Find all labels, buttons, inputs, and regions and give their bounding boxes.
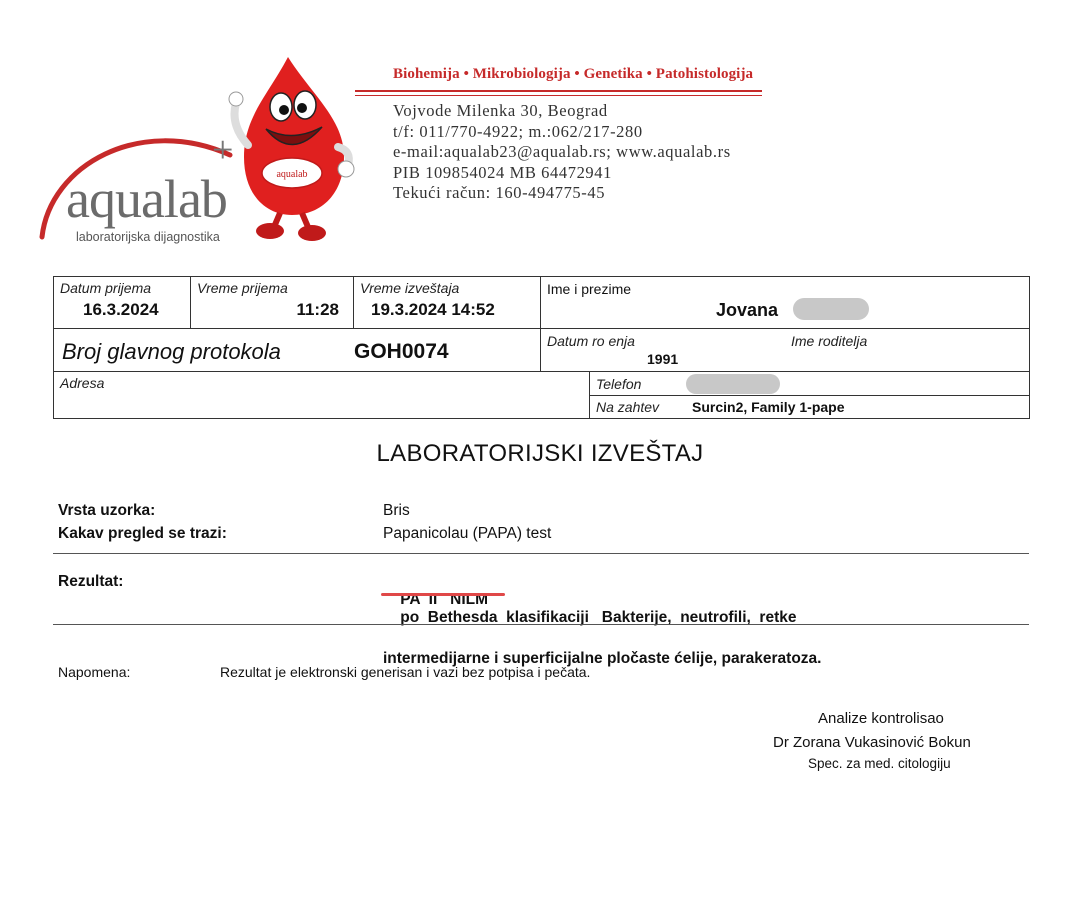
signature-line1: Analize kontrolisao <box>818 710 944 727</box>
value-na-zahtev: Surcin2, Family 1-pape <box>692 399 845 415</box>
divider-top <box>53 553 1029 554</box>
label-vreme-prijema: Vreme prijema <box>197 280 288 296</box>
rezultat-line1: po Bethesda klasifikaciji Bakterije, neutrofili, retke <box>400 609 797 626</box>
value-pregled: Papanicolau (PAPA) test <box>383 525 552 542</box>
label-vrsta-uzorka: Vrsta uzorka: <box>58 502 156 519</box>
signature-name: Dr Zorana Vukasinović Bokun <box>773 734 971 751</box>
label-datum-rodjenja: Datum ro enja <box>547 333 635 349</box>
redacted-surname <box>793 298 869 320</box>
email-web: e-mail:aqualab23@aqualab.rs; www.aqualab.rs <box>393 142 731 161</box>
mascot-text: aqualab <box>276 169 308 180</box>
label-protokol: Broj glavnog protokola <box>62 339 281 364</box>
redacted-phone <box>686 374 780 394</box>
value-napomena: Rezultat je elektronski generisan i vazi bez potpisa i pečata. <box>220 664 591 680</box>
divider-bottom <box>53 624 1029 625</box>
report-title: LABORATORIJSKI IZVEŠTAJ <box>376 440 704 467</box>
header-rule-thin <box>355 95 762 96</box>
rezultat-text <box>383 573 1015 668</box>
label-ime-prezime: Ime i prezime <box>547 281 632 297</box>
cell-telefon <box>589 371 1030 396</box>
label-datum-prijema: Datum prijema <box>60 280 152 296</box>
cell-vreme-izvestaja <box>353 276 541 329</box>
value-ime: Jovana <box>716 300 779 320</box>
header-rule <box>355 90 762 92</box>
logo-subtitle: laboratorijska dijagnostika <box>76 230 220 244</box>
logo-plus: + <box>212 129 234 171</box>
label-telefon: Telefon <box>596 376 642 392</box>
cell-protokol <box>53 328 541 372</box>
label-rezultat: Rezultat: <box>58 573 124 590</box>
value-vreme-prijema: 11:28 <box>296 300 339 319</box>
phone: t/f: 011/770-4922; m.:062/217-280 <box>393 121 643 141</box>
address: Vojvode Milenka 30, Beograd <box>393 101 608 120</box>
cell-vreme-prijema <box>190 276 354 329</box>
value-protokol: GOH0074 <box>354 340 449 363</box>
cell-datum-rodjenja <box>540 328 1030 372</box>
label-adresa: Adresa <box>60 375 105 391</box>
value-datum-rodjenja: 1991 <box>647 351 679 367</box>
value-vreme-izvestaja: 19.3.2024 14:52 <box>371 300 495 319</box>
label-napomena: Napomena: <box>58 664 131 680</box>
label-na-zahtev: Na zahtev <box>596 399 660 415</box>
value-vrsta-uzorka: Bris <box>383 502 410 519</box>
logo-wordmark: aqualab <box>66 169 227 229</box>
bank-account: Tekući račun: 160-494775-45 <box>393 183 606 202</box>
rezultat-line2: intermedijarne i superficijalne pločaste ćelije, parakeratoza. <box>383 650 822 667</box>
cell-adresa <box>53 371 590 419</box>
cell-ime-prezime <box>540 276 1030 329</box>
highlight-underline <box>381 593 505 596</box>
services-line: Biohemija • Mikrobiologija • Genetika • Patohistologija <box>393 66 754 82</box>
rezultat-highlight: PA II NILM <box>400 591 489 608</box>
contact-block <box>393 101 731 204</box>
label-pregled: Kakav pregled se trazi: <box>58 525 227 542</box>
cell-datum-prijema <box>53 276 191 329</box>
cell-na-zahtev <box>589 395 1030 419</box>
label-vreme-izvestaja: Vreme izveštaja <box>360 280 460 296</box>
signature-title: Spec. za med. citologiju <box>808 756 951 771</box>
label-ime-roditelja: Ime roditelja <box>791 333 868 349</box>
pib-mb: PIB 109854024 MB 64472941 <box>393 162 612 182</box>
value-datum-prijema: 16.3.2024 <box>83 300 159 319</box>
